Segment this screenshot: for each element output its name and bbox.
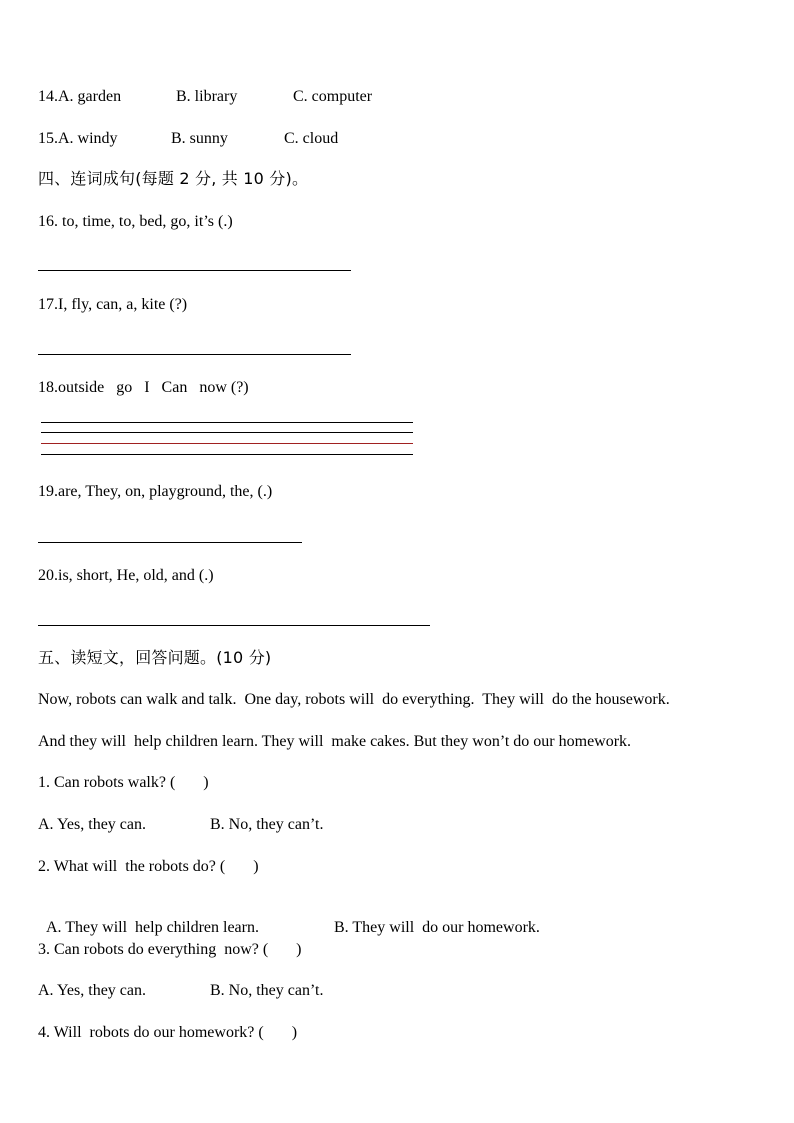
- option-b: B. They will do our homework.: [334, 919, 540, 936]
- writing-line-4: [41, 454, 413, 455]
- question-15: [38, 129, 338, 149]
- option-b: B. sunny: [171, 130, 228, 147]
- section-4-title: 四、连词成句(每题 2 分, 共 10 分)。: [38, 169, 309, 188]
- writing-line-2: [41, 432, 413, 433]
- question-number: 15.: [38, 130, 58, 147]
- passage-line-1: Now, robots can walk and talk. One day, robots will do everything. They will do the housework.: [38, 691, 670, 708]
- option-a: A. garden: [58, 88, 122, 105]
- option-c: C. computer: [293, 88, 373, 105]
- reading-question-4: 4. Will robots do our homework? ( ): [38, 1024, 298, 1041]
- answer-line-19[interactable]: [38, 542, 302, 543]
- option-a: A. Yes, they can.: [38, 816, 146, 833]
- option-a: A. They will help children learn.: [46, 919, 259, 936]
- option-b: B. library: [176, 88, 238, 105]
- question-18: 18.outside go I Can now (?): [38, 379, 249, 396]
- passage-line-2: And they will help children learn. They will make cakes. But they won’t do our homework.: [38, 733, 632, 750]
- reading-options-3: [38, 981, 323, 1001]
- question-number: 14.: [38, 88, 58, 105]
- reading-question-2: 2. What will the robots do? ( ): [38, 858, 259, 875]
- question-16: 16. to, time, to, bed, go, it’s (.): [38, 213, 233, 230]
- option-a: A. windy: [58, 130, 118, 147]
- answer-line-20[interactable]: [38, 625, 430, 626]
- writing-line-3: [41, 443, 413, 444]
- reading-options-2: [38, 898, 540, 938]
- option-b: B. No, they can’t.: [210, 982, 324, 999]
- writing-line-1[interactable]: [41, 422, 413, 423]
- question-19: 19.are, They, on, playground, the, (.): [38, 483, 273, 500]
- answer-line-16[interactable]: [38, 270, 351, 271]
- reading-question-1: 1. Can robots walk? ( ): [38, 774, 209, 791]
- option-a: A. Yes, they can.: [38, 982, 146, 999]
- option-b: B. No, they can’t.: [210, 816, 324, 833]
- reading-question-3: 3. Can robots do everything now? ( ): [38, 941, 302, 958]
- question-20: 20.is, short, He, old, and (.): [38, 567, 214, 584]
- answer-line-17[interactable]: [38, 354, 351, 355]
- section-5-title: 五、读短文，回答问题。(10 分): [38, 648, 272, 667]
- option-c: C. cloud: [284, 130, 339, 147]
- question-17: 17.I, fly, can, a, kite (?): [38, 296, 188, 313]
- question-14: [38, 87, 372, 107]
- reading-options-1: [38, 815, 323, 835]
